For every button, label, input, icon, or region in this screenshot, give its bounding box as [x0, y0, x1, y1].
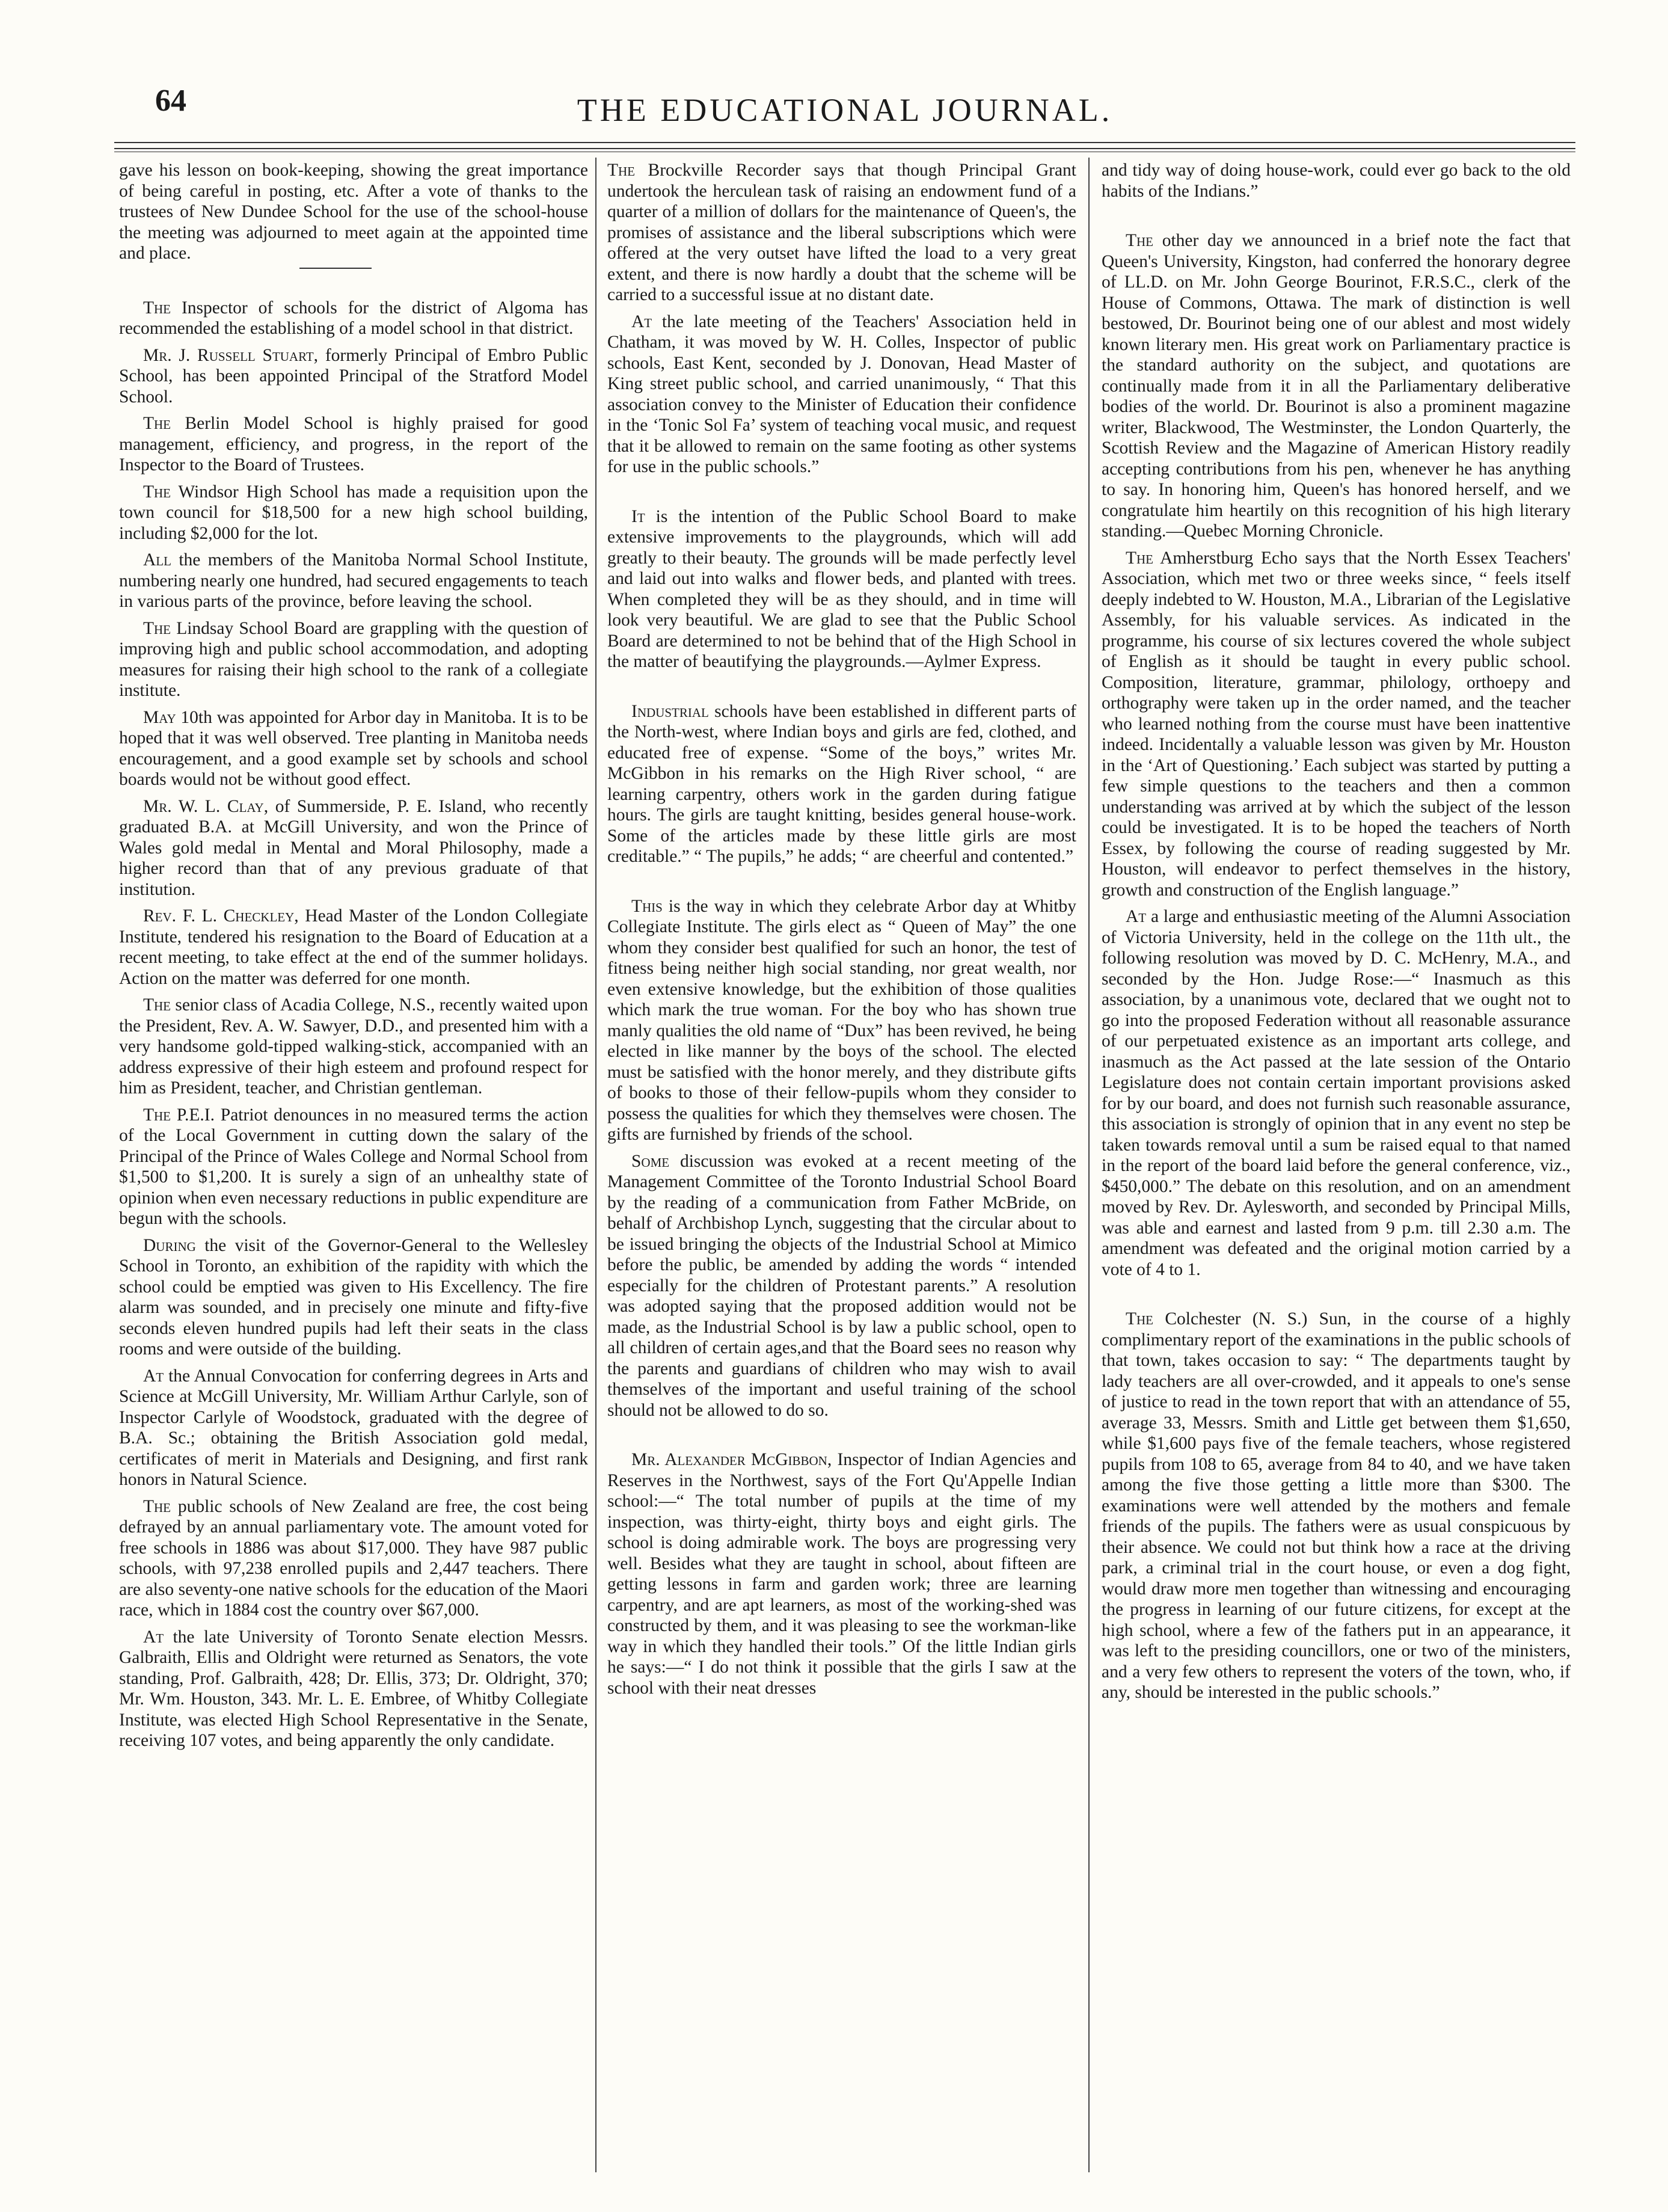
paragraph-text: P.E.I. Patriot denounces in no measured terms the action of the Local Government in cutting down the salary of the Principal of the Prince of Wales College and Normal School from $1,500 to $1,200. It is surely a sign of an unhealthy state of opinion when even necessary reductions in public expenditure are begun with the schools.: [119, 1105, 588, 1228]
paragraph-text: Colchester (N. S.) Sun, in the course of a highly complimentary report of the examinations in the public schools of that town, takes occasion to say: “ The departments taught by lady teachers are all over-crowded, and it appeals to one's sense of justice to read in the town report that with an attendance of 55, average 33, Messrs. Smith and Little get between them $1,650, while $1,600 pays five of the female teachers, whose registered pupils from 108 to 65, average from 84 to 40, and we have taken among the five those getting a little more than $300. The examinations were well attended by the mothers and female friends of the pupils. The fathers were as usual conspicuous by their absence. We could not but think how a race at the driving park, a criminal trial in the court house, or even a dog fight, would draw more men together than witnessing and encouraging the progress in learning of our future citizens, for except at the high school, where a few of the fathers put in an appearance, it was left to the presiding councillors, one or two of the ministers, and a very few others to represent the voters of the town, who, if any, should be interested in the public schools.”: [1102, 1309, 1571, 1702]
paragraph-lead: At: [143, 1627, 164, 1647]
page-header: [114, 72, 1575, 144]
paragraph-lead: At: [631, 312, 652, 331]
paragraph-text: a large and enthusiastic meeting of the Alumni Association of Victoria University, held in the college on the 11th ult., the following resolution was moved by D. C. McHenry, M.A., and seconded by the Hon. Judge Rose:—“ Inasmuch as this association, by a unanimous vote, declared that we ought not to go into the proposed Federation without all reasonable assurance of our perpetuated existence as an important arts college, and inasmuch as the Act passed at the late session of the Ontario Legislature does not contain certain important provisions asked for by our board, and does not furnish such reasonable assurance, this association is strongly of opinion that in any event no step be taken towards removal until a sum be raised equal to that named in the report of the board laid before the general conference, viz., $450,000.” The debate on this resolution, and on an amendment moved by Rev. Dr. Aylesworth, and seconded by Principal Mills, was able and earnest and lasted from 9 p.m. till 2.30 a.m. The amendment was defeated and the original motion carried by a vote of 4 to 1.: [1102, 907, 1571, 1279]
paragraph-text: Lindsay School Board are grappling with the question of improving high and public school accommodation, and adopting measures for raising their high school to the rank of a collegiate institute.: [119, 618, 588, 700]
paragraph-text: Inspector of Indian Agencies and Reserves in the Northwest, says of the Fort Qu'Appelle Indian school:—“ The total number of pupils at the time of my inspection, was thirty-eight, thirty boys and eight girls. The school is doing admirable work. The boys are progressing very well. Besides what they are taught in school, about fifteen are getting lessons in farm and garden work; three are learning carpentry, and are apt learners, as most of the working-shed was constructed by them, and it was pleasing to see the workman-like way in which they handled their tools.” Of the little Indian girls he says:—“ I do not think it possible that the girls I saw at the school with their neat dresses: [607, 1450, 1076, 1698]
news-paragraph: [119, 796, 588, 900]
news-paragraph: [1102, 1309, 1571, 1703]
news-paragraph: [119, 1627, 588, 1751]
paragraph-lead: Some: [631, 1151, 670, 1171]
paragraph-text: is the intention of the Public School Board to make extensive improvements to the playgrounds, which will add greatly to their beauty. The grounds will be made perfectly level and laid out into walks and flower beds, and planted with trees. When completed they will be as they should, and in time will look very beautiful. We are glad to see that the Public School Board are determined to not be behind that of the High School in the matter of beautifying the playgrounds.—Aylmer Express.: [607, 506, 1076, 671]
news-paragraph: [119, 618, 588, 701]
paragraph-lead: At: [1126, 907, 1147, 926]
paragraph-lead: The: [1126, 231, 1154, 250]
paragraph-lead: During: [143, 1235, 196, 1255]
paragraph-text: formerly Principal of Embro Public School, has been appointed Principal of the Stratford Model School.: [119, 345, 589, 407]
news-paragraph: [607, 701, 1076, 867]
header-rule: [114, 142, 1575, 143]
news-paragraph: [119, 413, 588, 476]
news-paragraph: [119, 1105, 588, 1229]
news-paragraph: [119, 1235, 588, 1360]
paragraph-lead: The: [143, 1496, 171, 1516]
paragraph-text: senior class of Acadia College, N.S., recently waited upon the President, Rev. A. W. Sawyer, D.D., and presented him with a very handsome gold-tipped walking-stick, accompanied with an address expressive of their high esteem and profound respect for him as President, teacher, and Christian gentleman.: [119, 995, 588, 1098]
paragraph-lead: All: [143, 550, 171, 570]
news-paragraph: [607, 896, 1076, 1145]
paragraph-text: discussion was evoked at a recent meeting of the Management Committee of the Toronto Industrial School Board by the reading of a communication from Father McBride, on behalf of Archbishop Lynch, suggesting that the circular about to be issued bringing the objects of the Industrial School at Mimico before the public, be amended by adding the words “ intended especially for the children of Protestant parents.” A resolution was adopted saying that the proposed addition would not be made, as the Industrial School is by law a public school, open to all children of certain ages,and that the Board sees no reason why the parents and guardians of children who may wish to avail themselves of the important and useful training of the school should not be allowed to do so.: [607, 1151, 1076, 1420]
paragraph-text: Head Master of the London Collegiate Institute, tendered his resignation to the Board of Education at a recent meeting, to take effect at the end of the summer holidays. Action on the matter was deferred for one month.: [119, 906, 588, 988]
section-separator: [299, 268, 372, 269]
news-paragraph: [119, 550, 588, 612]
paragraph-text: the visit of the Governor-General to the Wellesley School in Toronto, an exhibition of the rapidity with which the school could be emptied was given to His Excellency. The fire alarm was sounded, and in precisely one minute and fifty-five seconds eleven hundred pupils had left their seats in the class rooms and were outside of the building.: [119, 1235, 588, 1359]
paragraph-lead: It: [631, 506, 645, 526]
article-column-3: [1102, 160, 1571, 1703]
paragraph-lead: The: [143, 1105, 171, 1125]
paragraph-lead: The: [143, 482, 171, 502]
news-paragraph: [607, 1449, 1076, 1698]
paragraph-lead: This: [631, 896, 663, 916]
paragraph-text: gave his lesson on book-keeping, showing the great importance of being careful in posting, etc. After a vote of thanks to the trustees of New Dundee School for the use of the school-house the meeting was adjourned to meet again at the appointed time and place.: [119, 161, 588, 263]
paragraph-lead: The: [143, 618, 171, 638]
news-paragraph: [119, 906, 588, 989]
paragraph-lead: The: [143, 995, 171, 1015]
paragraph-lead: Rev. F. L. Checkley,: [143, 906, 299, 926]
news-paragraph: [119, 707, 588, 790]
news-paragraph: [119, 995, 588, 1099]
paragraph-text: and tidy way of doing house-work, could ever go back to the old habits of the Indians.”: [1102, 161, 1571, 201]
paragraph-text: public schools of New Zealand are free, the cost being defrayed by an annual parliamentary vote. The amount voted for free schools in 1886 was about $17,000. They have 987 public schools, with 97,238 enrolled pupils and 2,447 teachers. There are also seventy-one native schools for the education of the Maori race, which in 1884 cost the country over $67,000.: [119, 1496, 588, 1620]
paragraph-text: Inspector of schools for the district of Algoma has recommended the establishing of a model school in that district.: [119, 298, 588, 338]
paragraph-text: Brockville Recorder says that though Principal Grant undertook the herculean task of raising an endowment fund of a quarter of a million of dollars for the maintenance of Queen's, the promises of assistance and the liberal subscriptions which were offered at the very outset have lifted the load to a very great extent, and there is now hardly a doubt that the scheme will be carried to a successful issue at no distant date.: [607, 161, 1076, 304]
paragraph-lead: Mr. Alexander McGibbon,: [631, 1450, 832, 1469]
paragraph-text: Berlin Model School is highly praised for good management, efficiency, and progress, in the report of the Inspector to the Board of Trustees.: [119, 414, 588, 475]
paragraph-text: the late meeting of the Teachers' Association held in Chatham, it was moved by W. H. Colles, Inspector of public schools, East Kent, seconded by J. Donovan, Head Master of King street public school, and carried unanimously, “ That this association convey to the Minister of Education their confidence in the ‘Tonic Sol Fa’ system of teaching vocal music, and request that it be allowed to remain on the same footing as other systems for use in the public schools.”: [607, 312, 1076, 476]
journal-title: THE EDUCATIONAL JOURNAL.: [577, 92, 1113, 128]
column-divider: [595, 158, 596, 2172]
paragraph-lead: May: [143, 707, 176, 727]
paragraph-lead: The: [143, 298, 171, 318]
paragraph-text: schools have been established in different parts of the North-west, where Indian boys and girls are fed, clothed, and educated free of expense. “Some of the boys,” writes Mr. McGibbon in his remarks on the High River school, “ are learning carpentry, others work in the garden during fatigue hours. The girls are taught knitting, besides general house-work. Some of the articles made by these little girls are most creditable.” “ The pupils,” he adds; “ are cheerful and contented.”: [607, 701, 1076, 866]
news-paragraph: [119, 1366, 588, 1490]
news-paragraph: [607, 1151, 1076, 1421]
paragraph-text: other day we announced in a brief note the fact that Queen's University, Kingston, had conferred the honorary degree of LL.D. on Mr. John George Bourinot, F.R.S.C., clerk of the House of Commons, Ottawa. The mark of distinction is well bestowed, Dr. Bourinot being one of our ablest and most widely known literary men. His great work on Parliamentary practice is the standard authority on the subject, and quotations are continually made from it in all the Parliamentary deliberative bodies of the world. Dr. Bourinot is also a prominent magazine writer, Blackwood, The Westminster, the London Quarterly, the Scottish Review and the Magazine of American History readily accepting contributions from his pen, whenever he has anything to say. In honoring him, Queen's has honored herself, and we congratulate him heartily on this recognition of his high literary standing.—Quebec Morning Chronicle.: [1102, 231, 1571, 541]
news-paragraph: [119, 1496, 588, 1621]
news-paragraph: [119, 345, 588, 408]
paragraph-text: Amherstburg Echo says that the North Essex Teachers' Association, which met two or three weeks since, “ feels itself deeply indebted to W. Houston, M.A., Librarian of the Legislative Assembly, for his valuable services. As indicated in the programme, his course of six lectures covered the whole subject of English as it should be taught in every public school. Composition, literature, grammar, philology, orthoepy and orthography were taken up in the order named, and the teacher who learned nothing from the course must have been inattentive indeed. Incidentally a valuable lesson was given by Mr. Houston in the ‘Art of Questioning.’ Each subject was started by putting a few simple questions to the teachers and then a common understanding was arrived at by which the subject of the lesson could be investigated. It is to be hoped the teachers of North Essex, by following the course of reading suggested by Mr. Houston, will endeavor to perfect themselves in the history, growth and construction of the English language.”: [1102, 548, 1571, 900]
paragraph-text: the late University of Toronto Senate election Messrs. Galbraith, Ellis and Oldright were returned as Senators, the vote standing, Prof. Galbraith, 428; Dr. Ellis, 373; Dr. Oldright, 370; Mr. Wm. Houston, 343. Mr. L. E. Embree, of Whitby Collegiate Institute, was elected High School Representative in the Senate, receiving 107 votes, and being apparently the only candidate.: [119, 1627, 588, 1750]
paragraph-text: 10th was appointed for Arbor day in Manitoba. It is to be hoped that it was well observed. Tree planting in Manitoba needs encouragement, and a good example set by schools and school boards would not be without good effect.: [119, 707, 588, 789]
news-paragraph: [1102, 548, 1571, 901]
news-paragraph: [607, 506, 1076, 672]
paragraph-text: the members of the Manitoba Normal School Institute, numbering nearly one hundred, had secured engagements to teach in various parts of the province, before leaving the school.: [119, 550, 588, 611]
news-paragraph: [1102, 160, 1571, 201]
article-column-1: [119, 160, 588, 1751]
header-rule: [114, 148, 1575, 149]
paragraph-lead: Mr. J. Russell Stuart,: [143, 345, 319, 365]
column-divider: [1088, 158, 1090, 2172]
paragraph-text: Windsor High School has made a requisition upon the town council for $18,500 for a new high school building, including $2,000 for the lot.: [119, 482, 588, 543]
news-paragraph: [1102, 906, 1571, 1280]
page-number: 64: [155, 84, 186, 118]
news-paragraph: [119, 482, 588, 544]
paragraph-text: of Summerside, P. E. Island, who recently graduated B.A. at McGill University, and won the Prince of Wales gold medal in Mental and Moral Philosophy, made a higher record than that of any previous graduate of that institution.: [119, 796, 588, 899]
news-paragraph: [119, 298, 588, 339]
article-column-2: [607, 160, 1076, 1698]
news-paragraph: [119, 160, 588, 264]
paragraph-lead: The: [143, 414, 171, 433]
paragraph-lead: At: [143, 1366, 164, 1386]
news-paragraph: [607, 312, 1076, 478]
news-paragraph: [1102, 230, 1571, 542]
paragraph-lead: The: [1126, 1309, 1154, 1329]
paragraph-lead: The: [1126, 548, 1154, 568]
paragraph-lead: Industrial: [631, 701, 709, 721]
paragraph-lead: The: [607, 161, 636, 180]
news-paragraph: [607, 160, 1076, 306]
paragraph-text: is the way in which they celebrate Arbor day at Whitby Collegiate Institute. The girls elect as “ Queen of May” the one whom they consider best qualified for such an honor, the test of fitness being neither high social standing, nor great wealth, nor even extensive knowledge, but the exhibition of those qualities which mark the true woman. For the boy who has shown true manly qualities the old name of “Dux” has been revived, he being elected in like manner by the boys of the school. The elected must be satisfied with the honor merely, and they distribute gifts of books to those of their fellow-pupils whom they consider to possess the qualities for which they themselves were chosen. The gifts are furnished by friends of the school.: [607, 896, 1076, 1144]
paragraph-text: the Annual Convocation for conferring degrees in Arts and Science at McGill University, Mr. William Arthur Carlyle, son of Inspector Carlyle of Woodstock, graduated with the degree of B.A. Sc.; obtaining the British Association gold medal, certificates of merit in Materials and Designing, and first rank honors in Natural Science.: [119, 1366, 588, 1489]
paragraph-lead: Mr. W. L. Clay,: [143, 796, 269, 816]
